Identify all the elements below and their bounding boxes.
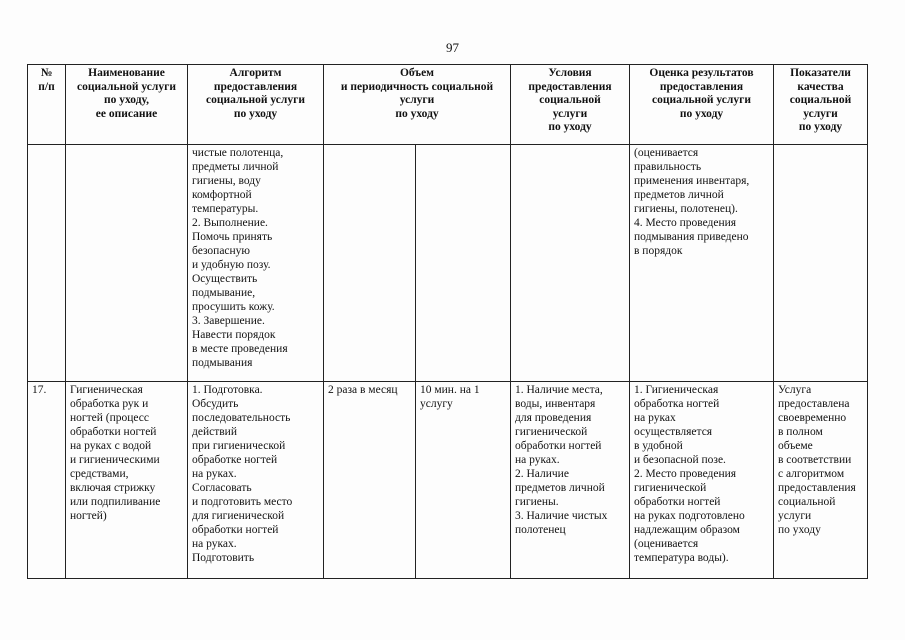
cell-name bbox=[66, 145, 188, 382]
cell-quality: Услуга предоставлена своевременно в полном объеме в соответствии с алгоритмом предоставления социальной услуги по уходу bbox=[774, 382, 868, 579]
header-name: Наименование социальной услуги по уходу, ее описание bbox=[66, 65, 188, 145]
cell-evaluation: (оценивается правильность применения инвентаря, предметов личной гигиены, полотенец). 4. Место проведения подмывания приведено в порядок bbox=[630, 145, 774, 382]
header-volume: Объем и периодичность социальной услуги по уходу bbox=[324, 65, 511, 145]
cell-conditions bbox=[511, 145, 630, 382]
table-row bbox=[28, 382, 868, 579]
cell-periodicity: 2 раза в месяц bbox=[324, 382, 416, 579]
table-row bbox=[28, 145, 868, 382]
services-table bbox=[27, 64, 868, 579]
header-evaluation: Оценка результатов предоставления социальной услуги по уходу bbox=[630, 65, 774, 145]
cell-evaluation: 1. Гигиеническая обработка ногтей на руках осуществляется в удобной и безопасной позе. 2. Место проведения гигиенической обработки ногтей на руках подготовлено надлежащим образом (оценивается температура воды). bbox=[630, 382, 774, 579]
cell-name: Гигиеническая обработка рук и ногтей (процесс обработки ногтей на руках с водой и гигиеническими средствами, включая стрижку или подпиливание ногтей) bbox=[66, 382, 188, 579]
cell-periodicity bbox=[324, 145, 416, 382]
cell-num: 17. bbox=[28, 382, 66, 579]
cell-algorithm: чистые полотенца, предметы личной гигиены, воду комфортной температуры. 2. Выполнение. Помочь принять безопасную и удобную позу. Осуществить подмывание, просушить кожу. 3. Завершение. Навести порядок в месте проведения подмывания bbox=[188, 145, 324, 382]
header-row bbox=[28, 65, 868, 145]
header-conditions: Условия предоставления социальной услуги по уходу bbox=[511, 65, 630, 145]
cell-algorithm: 1. Подготовка. Обсудить последовательность действий при гигиенической обработке ногтей на руках. Согласовать и подготовить место для гигиенической обработки ногтей на руках. Подготовить bbox=[188, 382, 324, 579]
header-algorithm: Алгоритм предоставления социальной услуги по уходу bbox=[188, 65, 324, 145]
cell-quality bbox=[774, 145, 868, 382]
header-num: № п/п bbox=[28, 65, 66, 145]
cell-duration: 10 мин. на 1 услугу bbox=[416, 382, 511, 579]
cell-conditions: 1. Наличие места, воды, инвентаря для проведения гигиенической обработки ногтей на руках. 2. Наличие предметов личной гигиены. 3. Наличие чистых полотенец bbox=[511, 382, 630, 579]
header-quality: Показатели качества социальной услуги по уходу bbox=[774, 65, 868, 145]
cell-num bbox=[28, 145, 66, 382]
cell-duration bbox=[416, 145, 511, 382]
page-number: 97 bbox=[446, 40, 459, 55]
